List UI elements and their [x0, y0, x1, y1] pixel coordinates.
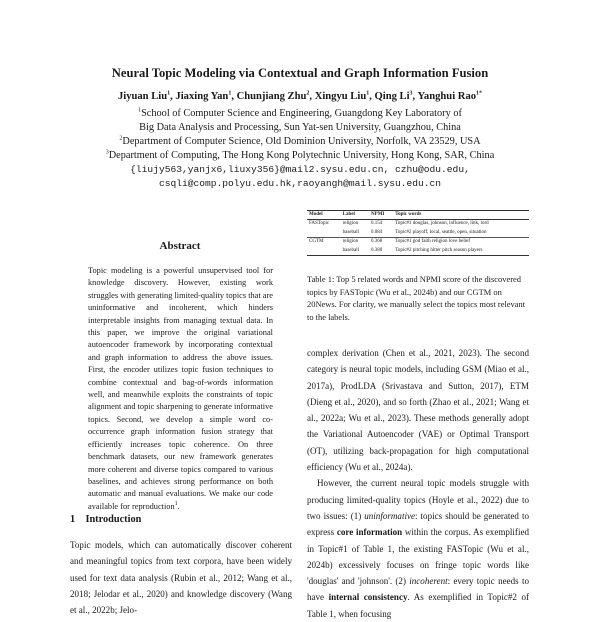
right-column-body: [307, 345, 529, 622]
table-row: baseball 0.084 Topic#2 playoff, local, seattle, open, situation: [342, 229, 487, 235]
author-affil: 1: [167, 90, 171, 97]
author-name: Qing Li: [374, 91, 410, 102]
author-affil: 1*: [476, 90, 483, 97]
author-name: Jiyuan Liu: [117, 91, 168, 102]
author-name: Chunjiang Zhu: [236, 91, 307, 102]
table-header: NPMI: [369, 211, 393, 220]
footnote-marker: 1: [174, 500, 178, 507]
table-row: CGTM religion 0.368 Topic#1 god faith religion love belief: [307, 238, 529, 247]
table-header: Model: [307, 211, 341, 220]
table-header-row: [307, 211, 529, 220]
affiliation-2: $^2$Department of Computer Science, Old Dominion University, Norfolk, VA 23529, USA: [119, 135, 481, 147]
author-affil: 3: [409, 90, 413, 97]
email-line-2: csqli@comp.polyu.edu.hk,raoyangh@mail.sysu.edu.cn: [158, 178, 442, 189]
author-affil: 2: [306, 90, 310, 97]
abstract-heading: Abstract: [159, 240, 201, 252]
topic-table: [307, 210, 529, 256]
intro-paragraph: Topic models, which can automatically discover coherent and meaningful topics from text corpora, have been widely used for text data analysis (Rubin et al., 2012; Wang et al., 2018; Jelodar et al., 2020) and knowledge discovery (Wang et al., 2022b; Jelo-: [70, 540, 292, 616]
table-row: FASTopic religion 0.154 Topic#1 douglas, johnson, influence, link, lord: [309, 221, 489, 227]
abstract-body: Topic modeling is a powerful unsupervised tool for knowledge discovery. However, existing work struggles with generating limited-quality topics that are uninformative and incoherent, which hinders interpretable insights from managing textual data. In this paper, we improve the original variational autoencoder framework by incorporating contextual and graph information to address the above issues. First, the encoder utilizes topic fusion techniques to combine contextual and bag-of-words information well, and meanwhile exploits the constraints of topic alignment and topic sharpening to generate informative topics. Second, we develop a simple word co-occurrence graph information fusion strategy that efficiently increases topic coherence. On three benchmark datasets, our new framework generates more coherent and diverse topics compared to various baselines, and achieves strong performance on both automatic and manual evaluations. We make our code available for reproduction$^1$.: [88, 266, 273, 511]
paper-title: Neural Topic Modeling via Contextual and Graph Information Fusion: [111, 66, 489, 80]
body-paragraph: However, the current neural topic models struggle with producing limited-quality topics (Hoyle et al., 2022) due to two issues: (1) uninformative: topics should be generated to express core information within the corpus. As exemplified in Topic#1 of Table 1, the existing FASTopic (Wu et al., 2024b) excessively focuses on fringe topic words like 'douglas' and 'johnson'. (2) incoherent: every topic needs to have internal consistency. As exemplified in Topic#2 of Table 1, when focusing: [307, 478, 529, 619]
author-list: Jiyuan Liu$^1$, Jiaxing Yan$^1$, Chunjiang Zhu$^2$, Xingyu Liu$^1$, Qing Li$^3$, Yanghui Rao$^{1*}$: [117, 90, 483, 102]
author-affil: 1: [366, 90, 370, 97]
email-line-1: {liujy563,yanjx6,liuxy356}@mail2.sysu.edu.cn, czhu@odu.edu,: [130, 164, 470, 175]
affiliation-1-cont: Big Data Analysis and Processing, Sun Yat-sen University, Guangzhou, China: [139, 122, 461, 133]
table-header: Topic words: [393, 211, 529, 220]
affiliation-3: $^3$Department of Computing, The Hong Kong Polytechnic University, Hong Kong, SAR, China: [105, 149, 495, 161]
affiliation-1: $^1$School of Computer Science and Engineering, Guangdong Key Laboratory of: [138, 107, 462, 119]
section-heading: 1 Introduction: [70, 514, 142, 525]
author-name: Yanghui Rao: [417, 91, 477, 102]
body-paragraph: complex derivation (Chen et al., 2021, 2023). The second category is neural topic models, including GSM (Miao et al., 2017a), ProdLDA (Srivastava and Sutton, 2017), ETM (Dieng et al., 2020), and so forth (Zhao et al., 2021; Wang et al., 2022a; Wu et al., 2023). These methods generally adopt the Variational Autoencoder (VAE) or Optimal Transport (OT), utilizing back-propagation for high computational efficiency (Wu et al., 2024a).: [307, 348, 529, 473]
author-name: Xingyu Liu: [314, 91, 367, 102]
author-affil: 1: [228, 90, 232, 97]
author-name: Jiaxing Yan: [175, 91, 229, 102]
table-row: baseball 0.380 Topic#2 pitching hitter pitch season players: [307, 247, 529, 256]
table-caption: Table 1: Top 5 related words and NPMI score of the discovered topics by FASTopic (Wu et al., 2024b) and our CGTM on 20News. For clarity, we manually select the topics most relevant to the labels.: [307, 274, 526, 322]
table-header: Label: [341, 211, 369, 220]
